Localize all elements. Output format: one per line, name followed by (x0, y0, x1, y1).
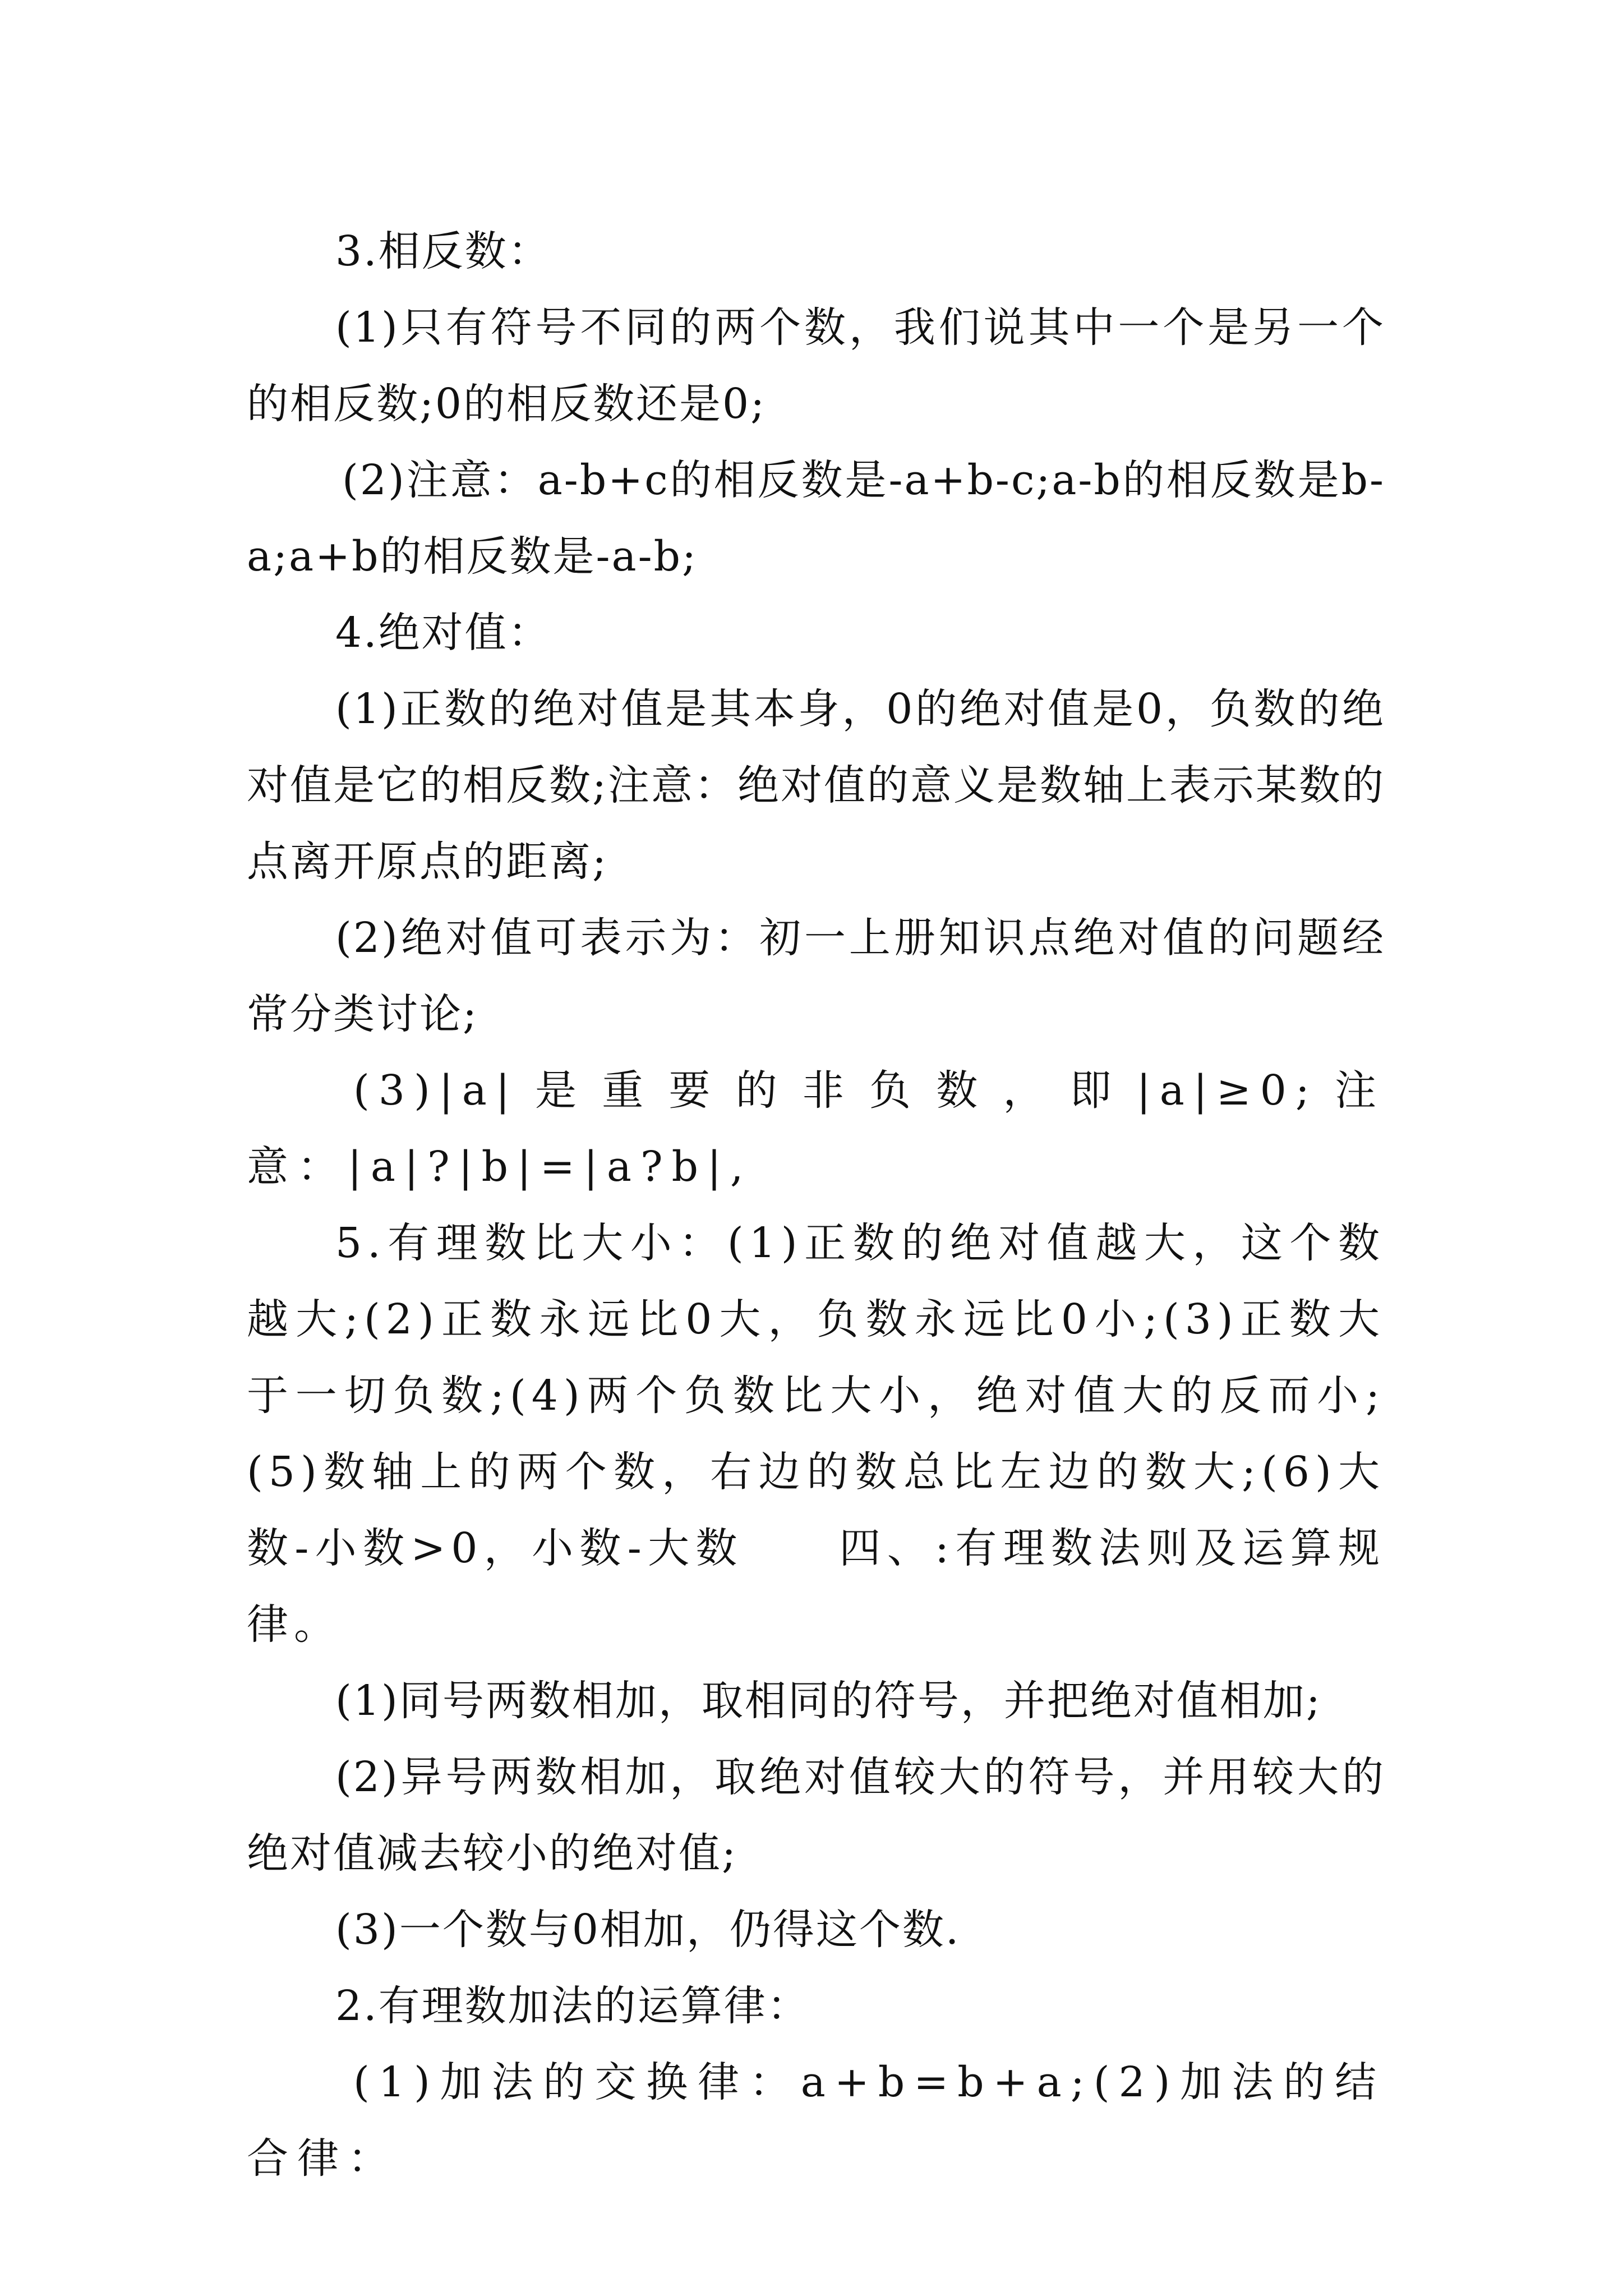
paragraph-opposite-definition: (1)只有符号不同的两个数，我们说其中一个是另一个的相反数;0的相反数还是0; (247, 303, 1385, 428)
paragraph-absolute-definition: (1)正数的绝对值是其本身，0的绝对值是0，负数的绝对值是它的相反数;注意：绝对值的意义是数轴上表示某数的点离开原点的距离; (247, 685, 1385, 886)
heading-addition-laws: 2.有理数加法的运算律： (335, 1982, 810, 2030)
heading-opposite-numbers: 3.相反数： (335, 227, 551, 275)
paragraph-addition-same-sign: (1)同号两数相加，取相同的符号，并把绝对值相加; (335, 1677, 1322, 1725)
document-body (247, 213, 1385, 2197)
heading-absolute-value: 4.绝对值： (335, 609, 551, 657)
paragraph-opposite-note: (2)注意：a-b+c的相反数是-a+b-c;a-b的相反数是b-a;a+b的相反数是-a-b; (247, 456, 1385, 581)
paragraph-addition-opposite-sign: (2)异号两数相加，取绝对值较大的符号，并用较大的绝对值减去较小的绝对值; (247, 1753, 1385, 1878)
paragraph-compare-rational: 5.有理数比大小：(1)正数的绝对值越大，这个数越大;(2)正数永远比0大，负数永远比0小;(3)正数大于一切负数;(4)两个负数比大小，绝对值大的反而小;(5)数轴上的两个数，右边的数总比左边的数大;(6)大数-小数>0，小数-大数 四、:有理数法则及运算规律。 (247, 1219, 1385, 1649)
paragraph-absolute-nonnegative: (3)|a|是重要的非负数，即|a|≥0;注意：|a|?|b|=|a?b|, (247, 1066, 1385, 1191)
paragraph-addition-laws: (1)加法的交换律：a+b=b+a;(2)加法的结合律： (247, 2058, 1385, 2183)
paragraph-addition-zero: (3)一个数与0相加，仍得这个数. (335, 1906, 961, 1954)
paragraph-absolute-representation: (2)绝对值可表示为：初一上册知识点绝对值的问题经常分类讨论; (247, 914, 1385, 1038)
